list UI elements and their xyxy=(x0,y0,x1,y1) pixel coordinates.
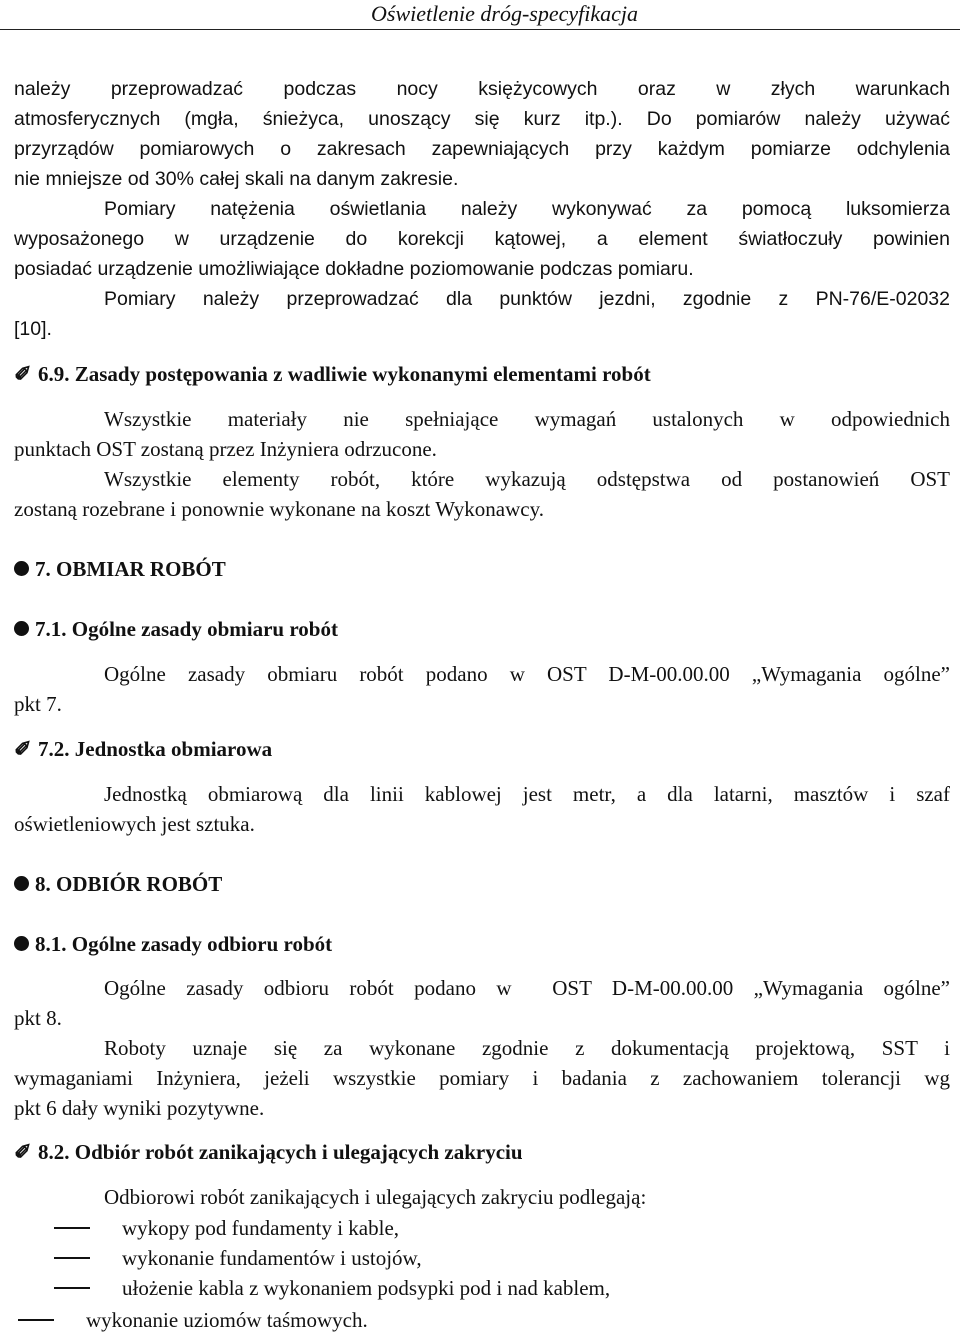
section-heading-6-9 xyxy=(14,359,950,389)
bullet-icon xyxy=(14,936,29,951)
paragraph-line: Jednostką obmiarową dla linii kablowej jest metr, a dla latarni, masztów i szaf xyxy=(104,782,950,806)
list-intro: Odbiorowi robót zanikających i ulegających zakryciu podlegają: xyxy=(104,1185,647,1209)
heading-text: 8. ODBIÓR ROBÓT xyxy=(35,872,223,896)
heading-text: 6.9. Zasady postępowania z wadliwie wykonanymi elementami robót xyxy=(38,362,651,386)
list-item: wykonanie fundamentów i ustojów, xyxy=(122,1246,422,1270)
header-title: Oświetlenie dróg-specyfikacja xyxy=(371,1,638,26)
paragraph-line: przyrządów pomiarowych o zakresach zapewniających przy każdym pomiarze odchylenia xyxy=(14,138,950,160)
dash-icon xyxy=(54,1227,90,1229)
page-header xyxy=(0,0,960,30)
paragraph-line: Wszystkie elementy robót, które wykazują odstępstwa od postanowień OST xyxy=(104,467,950,491)
section-heading-8 xyxy=(14,869,950,899)
pencil-icon: ✐ xyxy=(14,737,32,761)
heading-text: 8.2. Odbiór robót zanikających i ulegających zakryciu xyxy=(38,1140,523,1164)
dash-icon xyxy=(54,1257,90,1259)
paragraph-line: pkt 6 dały wyniki pozytywne. xyxy=(14,1096,265,1120)
paragraph-line: Pomiary natężenia oświetlania należy wykonywać za pomocą luksomierza xyxy=(104,198,950,220)
section-heading-7 xyxy=(14,554,950,584)
paragraph-line: Ogólne zasady odbioru robót podano w OST D-M-00.00.00 „Wymagania ogólne” xyxy=(104,976,950,1000)
paragraph-line: pkt 7. xyxy=(14,692,62,716)
paragraph-line: wyposażonego w urządzenie do korekcji kątowej, a element światłoczuły powinien xyxy=(14,228,950,250)
heading-text: 7. OBMIAR ROBÓT xyxy=(35,557,226,581)
section-heading-7-2 xyxy=(14,734,950,764)
dash-icon xyxy=(18,1319,54,1321)
paragraph-line: pkt 8. xyxy=(14,1006,62,1030)
heading-text: 7.1. Ogólne zasady obmiaru robót xyxy=(35,617,338,641)
list-item: wykonanie uziomów taśmowych. xyxy=(86,1308,368,1332)
paragraph-line: atmosferycznych (mgła, śnieżyca, unoszący się kurz itp.). Do pomiarów należy używać xyxy=(14,108,950,130)
paragraph-line: [10]. xyxy=(14,318,52,340)
section-heading-8-1 xyxy=(14,929,950,959)
pencil-icon: ✐ xyxy=(14,362,32,386)
paragraph-line: Roboty uznaje się za wykonane zgodnie z dokumentacją projektową, SST i xyxy=(104,1036,950,1060)
bullet-icon xyxy=(14,621,29,636)
list-item: wykopy pod fundamenty i kable, xyxy=(122,1216,400,1240)
heading-text: 7.2. Jednostka obmiarowa xyxy=(38,737,273,761)
paragraph-line: Pomiary należy przeprowadzać dla punktów jezdni, zgodnie z PN-76/E-02032 xyxy=(104,288,950,310)
paragraph-line: oświetleniowych jest sztuka. xyxy=(14,812,255,836)
heading-text: 8.1. Ogólne zasady odbioru robót xyxy=(35,932,333,956)
paragraph-line: Wszystkie materiały nie spełniające wymagań ustalonych w odpowiednich xyxy=(104,407,950,431)
paragraph-line: należy przeprowadzać podczas nocy księżycowych oraz w złych warunkach xyxy=(14,78,950,100)
list-item: ułożenie kabla z wykonaniem podsypki pod i nad kablem, xyxy=(122,1276,611,1300)
paragraph-line: posiadać urządzenie umożliwiające dokładne poziomowanie podczas pomiaru. xyxy=(14,258,694,280)
paragraph-line: wymaganiami Inżyniera, jeżeli wszystkie pomiary i badania z zachowaniem tolerancji wg xyxy=(14,1066,950,1090)
paragraph-line: Ogólne zasady obmiaru robót podano w OST D-M-00.00.00 „Wymagania ogólne” xyxy=(104,662,950,686)
pencil-icon: ✐ xyxy=(14,1140,32,1164)
section-heading-7-1 xyxy=(14,614,950,644)
dash-icon xyxy=(54,1287,90,1289)
paragraph-line: zostaną rozebrane i ponownie wykonane na koszt Wykonawcy. xyxy=(14,497,544,521)
paragraph-line: punktach OST zostaną przez Inżyniera odrzucone. xyxy=(14,437,437,461)
section-heading-8-2 xyxy=(14,1137,950,1167)
bullet-icon xyxy=(14,561,29,576)
paragraph-line: nie mniejsze od 30% całej skali na danym zakresie. xyxy=(14,168,459,190)
bullet-icon xyxy=(14,876,29,891)
